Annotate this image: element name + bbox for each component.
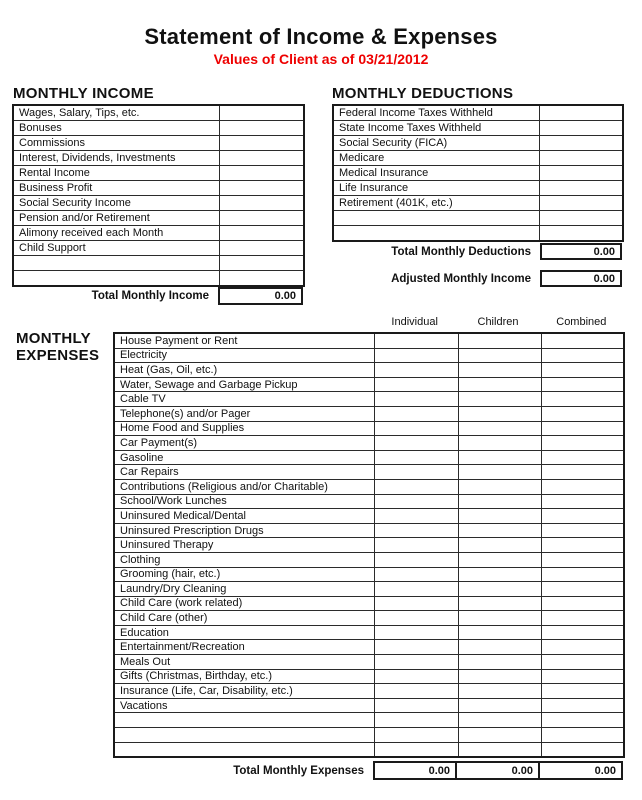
expense-value-cell-individual[interactable] — [374, 406, 458, 421]
expense-value-cell-children[interactable] — [458, 669, 541, 684]
expense-row — [114, 392, 624, 407]
deduction-row — [333, 181, 623, 196]
expense-value-cell-individual[interactable] — [374, 509, 458, 524]
expense-value-cell-combined[interactable] — [541, 406, 624, 421]
expense-value-cell-combined[interactable] — [541, 713, 624, 728]
expense-value-cell-children[interactable] — [458, 436, 541, 451]
expense-value-cell-individual[interactable] — [374, 552, 458, 567]
expense-item-label: Gifts (Christmas, Birthday, etc.) — [114, 669, 374, 684]
expense-value-cell-individual[interactable] — [374, 611, 458, 626]
expense-row — [114, 538, 624, 553]
deduction-row — [333, 166, 623, 181]
expense-value-cell-children[interactable] — [458, 655, 541, 670]
expense-row — [114, 567, 624, 582]
expense-value-cell-children[interactable] — [458, 523, 541, 538]
expense-value-cell-children[interactable] — [458, 684, 541, 699]
expense-value-cell-children[interactable] — [458, 406, 541, 421]
expense-value-cell-children[interactable] — [458, 377, 541, 392]
expense-value-cell-individual[interactable] — [374, 479, 458, 494]
deductions-total-label: Total Monthly Deductions — [391, 245, 531, 258]
income-row — [13, 196, 304, 211]
expense-value-cell-individual[interactable] — [374, 421, 458, 436]
deduction-value-cell[interactable] — [539, 181, 623, 196]
expense-row — [114, 348, 624, 363]
expenses-total-label: Total Monthly Expenses — [233, 764, 364, 777]
deduction-row — [333, 136, 623, 151]
expense-value-cell-combined[interactable] — [541, 669, 624, 684]
expenses-column-header: Individual — [391, 316, 438, 328]
expense-row — [114, 742, 624, 757]
income-value-cell[interactable] — [219, 181, 304, 196]
expense-value-cell-individual[interactable] — [374, 494, 458, 509]
expenses-table — [113, 332, 625, 758]
expense-value-cell-combined[interactable] — [541, 728, 624, 743]
expense-row — [114, 406, 624, 421]
expense-value-cell-combined[interactable] — [541, 421, 624, 436]
income-row — [13, 151, 304, 166]
expense-item-label: Child Care (work related) — [114, 596, 374, 611]
expense-item-label — [114, 742, 374, 757]
income-total-label: Total Monthly Income — [91, 290, 209, 302]
expense-item-label: Gasoline — [114, 450, 374, 465]
expense-value-cell-combined[interactable] — [541, 465, 624, 480]
expense-row — [114, 625, 624, 640]
expense-row — [114, 611, 624, 626]
expense-row — [114, 655, 624, 670]
expenses-heading-line1: MONTHLY — [16, 330, 91, 347]
expense-value-cell-children[interactable] — [458, 596, 541, 611]
expense-value-cell-combined[interactable] — [541, 348, 624, 363]
expense-value-cell-children[interactable] — [458, 348, 541, 363]
adjusted-income-value-box: 0.00 — [540, 270, 622, 287]
deduction-row — [333, 196, 623, 211]
deductions-section-heading: MONTHLY DEDUCTIONS — [332, 85, 514, 102]
income-item-label: Alimony received each Month — [13, 226, 219, 241]
expense-value-cell-individual[interactable] — [374, 582, 458, 597]
expense-item-label — [114, 713, 374, 728]
income-item-label: Child Support — [13, 241, 219, 256]
expense-value-cell-individual[interactable] — [374, 655, 458, 670]
expense-value-cell-combined[interactable] — [541, 509, 624, 524]
income-item-label: Wages, Salary, Tips, etc. — [13, 105, 219, 121]
expense-item-label: House Payment or Rent — [114, 333, 374, 348]
expense-row — [114, 684, 624, 699]
income-section-heading: MONTHLY INCOME — [13, 85, 154, 102]
expense-item-label — [114, 728, 374, 743]
income-row — [13, 226, 304, 241]
deduction-item-label: State Income Taxes Withheld — [333, 121, 539, 136]
expense-value-cell-children[interactable] — [458, 450, 541, 465]
income-item-label: Pension and/or Retirement — [13, 211, 219, 226]
expense-value-cell-combined[interactable] — [541, 392, 624, 407]
deductions-table — [332, 104, 624, 242]
expense-item-label: Uninsured Medical/Dental — [114, 509, 374, 524]
expense-value-cell-combined[interactable] — [541, 640, 624, 655]
expense-value-cell-children[interactable] — [458, 625, 541, 640]
deduction-row — [333, 105, 623, 121]
deduction-row — [333, 151, 623, 166]
expenses-total-value-box: 0.00 — [373, 761, 457, 780]
page-title: Statement of Income & Expenses — [144, 24, 498, 49]
expense-item-label: Grooming (hair, etc.) — [114, 567, 374, 582]
expense-value-cell-children[interactable] — [458, 742, 541, 757]
expense-value-cell-combined[interactable] — [541, 567, 624, 582]
expense-value-cell-children[interactable] — [458, 582, 541, 597]
expenses-section-heading — [16, 330, 99, 364]
expense-value-cell-combined[interactable] — [541, 494, 624, 509]
deduction-item-label: Federal Income Taxes Withheld — [333, 105, 539, 121]
expense-value-cell-children[interactable] — [458, 421, 541, 436]
expense-value-cell-individual[interactable] — [374, 523, 458, 538]
expense-value-cell-combined[interactable] — [541, 625, 624, 640]
expense-item-label: Water, Sewage and Garbage Pickup — [114, 377, 374, 392]
income-value-cell[interactable] — [219, 256, 304, 271]
expenses-column-headers — [373, 316, 623, 328]
deduction-value-cell[interactable] — [539, 196, 623, 211]
page-subtitle: Values of Client as of 03/21/2012 — [213, 51, 429, 67]
expense-value-cell-individual[interactable] — [374, 684, 458, 699]
expense-row — [114, 523, 624, 538]
expenses-total-row — [113, 761, 623, 780]
deduction-item-label: Medical Insurance — [333, 166, 539, 181]
expense-row — [114, 713, 624, 728]
expense-value-cell-individual[interactable] — [374, 698, 458, 713]
expense-row — [114, 465, 624, 480]
expense-value-cell-combined[interactable] — [541, 582, 624, 597]
income-value-cell[interactable] — [219, 136, 304, 151]
income-value-cell[interactable] — [219, 226, 304, 241]
income-item-label: Commissions — [13, 136, 219, 151]
income-item-label: Rental Income — [13, 166, 219, 181]
expense-item-label: Car Payment(s) — [114, 436, 374, 451]
expense-item-label: Clothing — [114, 552, 374, 567]
expense-item-label: School/Work Lunches — [114, 494, 374, 509]
expense-row — [114, 479, 624, 494]
income-row — [13, 121, 304, 136]
expense-value-cell-individual[interactable] — [374, 728, 458, 743]
expense-value-cell-combined[interactable] — [541, 538, 624, 553]
deduction-value-cell[interactable] — [539, 166, 623, 181]
expense-row — [114, 669, 624, 684]
expense-item-label: Education — [114, 625, 374, 640]
income-total-value-box: 0.00 — [218, 287, 303, 305]
income-row — [13, 241, 304, 256]
expense-value-cell-combined[interactable] — [541, 363, 624, 378]
expense-value-cell-children[interactable] — [458, 494, 541, 509]
expense-value-cell-combined[interactable] — [541, 742, 624, 757]
expense-item-label: Laundry/Dry Cleaning — [114, 582, 374, 597]
expense-item-label: Uninsured Therapy — [114, 538, 374, 553]
expense-value-cell-children[interactable] — [458, 552, 541, 567]
expense-value-cell-individual[interactable] — [374, 713, 458, 728]
expense-row — [114, 494, 624, 509]
income-value-cell[interactable] — [219, 151, 304, 166]
deduction-item-label: Life Insurance — [333, 181, 539, 196]
expense-item-label: Car Repairs — [114, 465, 374, 480]
expense-value-cell-combined[interactable] — [541, 596, 624, 611]
income-row — [13, 211, 304, 226]
deduction-row — [333, 226, 623, 242]
expense-row — [114, 333, 624, 348]
expense-value-cell-children[interactable] — [458, 333, 541, 348]
income-item-label: Interest, Dividends, Investments — [13, 151, 219, 166]
income-row — [13, 105, 304, 121]
expense-value-cell-individual[interactable] — [374, 377, 458, 392]
expense-item-label: Contributions (Religious and/or Charitable) — [114, 479, 374, 494]
expense-value-cell-children[interactable] — [458, 728, 541, 743]
expense-value-cell-children[interactable] — [458, 479, 541, 494]
expense-item-label: Child Care (other) — [114, 611, 374, 626]
expense-value-cell-individual[interactable] — [374, 333, 458, 348]
expense-item-label: Insurance (Life, Car, Disability, etc.) — [114, 684, 374, 699]
deduction-item-label: Medicare — [333, 151, 539, 166]
expense-value-cell-combined[interactable] — [541, 684, 624, 699]
income-item-label: Business Profit — [13, 181, 219, 196]
adjusted-income-row — [332, 270, 622, 287]
expense-value-cell-individual[interactable] — [374, 625, 458, 640]
expense-value-cell-children[interactable] — [458, 567, 541, 582]
expense-value-cell-combined[interactable] — [541, 333, 624, 348]
expenses-total-boxes — [373, 761, 623, 780]
expense-value-cell-individual[interactable] — [374, 596, 458, 611]
income-row — [13, 181, 304, 196]
expense-value-cell-children[interactable] — [458, 509, 541, 524]
expense-value-cell-combined[interactable] — [541, 655, 624, 670]
income-value-cell[interactable] — [219, 196, 304, 211]
expenses-total-value-box: 0.00 — [538, 761, 623, 780]
expense-value-cell-individual[interactable] — [374, 392, 458, 407]
expenses-column-header: Combined — [556, 316, 607, 328]
expense-value-cell-children[interactable] — [458, 465, 541, 480]
expense-row — [114, 698, 624, 713]
expense-value-cell-individual[interactable] — [374, 669, 458, 684]
expense-value-cell-combined[interactable] — [541, 479, 624, 494]
expense-value-cell-individual[interactable] — [374, 450, 458, 465]
income-item-label — [13, 271, 219, 287]
expense-row — [114, 640, 624, 655]
expense-value-cell-individual[interactable] — [374, 348, 458, 363]
expense-value-cell-children[interactable] — [458, 363, 541, 378]
expense-value-cell-children[interactable] — [458, 713, 541, 728]
expense-item-label: Electricity — [114, 348, 374, 363]
expense-row — [114, 450, 624, 465]
income-value-cell[interactable] — [219, 271, 304, 287]
deduction-value-cell[interactable] — [539, 211, 623, 226]
deduction-value-cell[interactable] — [539, 121, 623, 136]
income-row — [13, 136, 304, 151]
expense-value-cell-children[interactable] — [458, 392, 541, 407]
income-total-row — [12, 287, 303, 305]
expense-value-cell-combined[interactable] — [541, 698, 624, 713]
expense-value-cell-individual[interactable] — [374, 363, 458, 378]
expenses-column-header: Children — [477, 316, 519, 328]
expense-row — [114, 377, 624, 392]
expense-value-cell-individual[interactable] — [374, 640, 458, 655]
expense-row — [114, 552, 624, 567]
expenses-heading-line2: EXPENSES — [16, 347, 100, 364]
deduction-value-cell[interactable] — [539, 151, 623, 166]
expense-row — [114, 509, 624, 524]
expense-value-cell-individual[interactable] — [374, 567, 458, 582]
expense-value-cell-combined[interactable] — [541, 611, 624, 626]
income-value-cell[interactable] — [219, 166, 304, 181]
expense-value-cell-individual[interactable] — [374, 742, 458, 757]
expense-value-cell-children[interactable] — [458, 538, 541, 553]
income-item-label — [13, 256, 219, 271]
expense-item-label: Vacations — [114, 698, 374, 713]
expense-value-cell-combined[interactable] — [541, 450, 624, 465]
expense-value-cell-combined[interactable] — [541, 523, 624, 538]
income-value-cell[interactable] — [219, 241, 304, 256]
expense-value-cell-combined[interactable] — [541, 377, 624, 392]
expense-item-label: Heat (Gas, Oil, etc.) — [114, 363, 374, 378]
deductions-total-value-box: 0.00 — [540, 243, 622, 260]
expense-value-cell-individual[interactable] — [374, 538, 458, 553]
deduction-value-cell[interactable] — [539, 136, 623, 151]
expense-item-label: Home Food and Supplies — [114, 421, 374, 436]
deduction-item-label: Social Security (FICA) — [333, 136, 539, 151]
deduction-item-label — [333, 211, 539, 226]
deductions-total-row — [332, 243, 622, 260]
adjusted-income-label: Adjusted Monthly Income — [391, 272, 531, 285]
expense-row — [114, 582, 624, 597]
expense-value-cell-children[interactable] — [458, 698, 541, 713]
expense-row — [114, 421, 624, 436]
income-value-cell[interactable] — [219, 211, 304, 226]
deduction-row — [333, 211, 623, 226]
deduction-value-cell[interactable] — [539, 226, 623, 242]
expense-value-cell-individual[interactable] — [374, 436, 458, 451]
expense-row — [114, 728, 624, 743]
expense-row — [114, 436, 624, 451]
deduction-value-cell[interactable] — [539, 105, 623, 121]
expense-row — [114, 596, 624, 611]
income-row — [13, 256, 304, 271]
income-item-label: Bonuses — [13, 121, 219, 136]
expense-value-cell-combined[interactable] — [541, 436, 624, 451]
expense-item-label: Telephone(s) and/or Pager — [114, 406, 374, 421]
income-row — [13, 166, 304, 181]
deduction-item-label — [333, 226, 539, 242]
expense-value-cell-combined[interactable] — [541, 552, 624, 567]
expense-item-label: Cable TV — [114, 392, 374, 407]
income-row — [13, 271, 304, 287]
deduction-row — [333, 121, 623, 136]
income-item-label: Social Security Income — [13, 196, 219, 211]
expense-value-cell-individual[interactable] — [374, 465, 458, 480]
income-table — [12, 104, 305, 287]
expense-row — [114, 363, 624, 378]
expense-item-label: Uninsured Prescription Drugs — [114, 523, 374, 538]
deduction-item-label: Retirement (401K, etc.) — [333, 196, 539, 211]
expenses-total-value-box: 0.00 — [455, 761, 540, 780]
expense-value-cell-children[interactable] — [458, 611, 541, 626]
expense-item-label: Entertainment/Recreation — [114, 640, 374, 655]
expense-item-label: Meals Out — [114, 655, 374, 670]
expense-value-cell-children[interactable] — [458, 640, 541, 655]
income-value-cell[interactable] — [219, 121, 304, 136]
income-value-cell[interactable] — [219, 105, 304, 121]
